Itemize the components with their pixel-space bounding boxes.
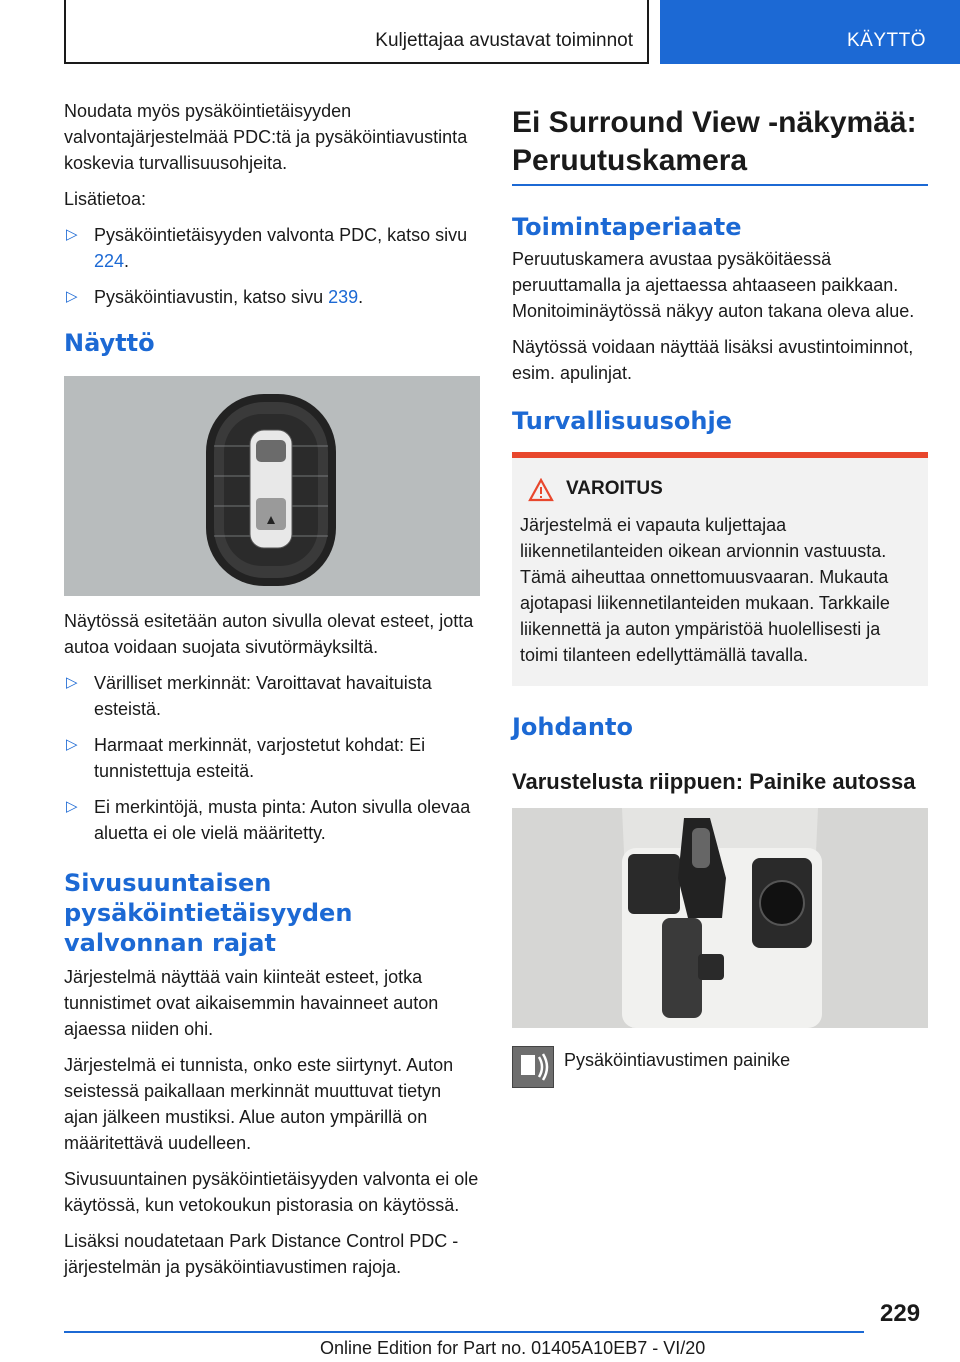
triangle-bullet-icon: ▷	[66, 798, 78, 815]
display-bullet	[64, 732, 480, 784]
limits-heading: Sivusuuntaisen pysäköintietäisyyden valvonnan rajat	[64, 869, 353, 957]
equipment-heading: Varustelusta riippuen: Painike autossa	[512, 769, 916, 794]
section-title: KÄYTTÖ	[846, 30, 926, 51]
safety-heading: Turvallisuusohje	[512, 407, 732, 435]
triangle-bullet-icon: ▷	[66, 736, 78, 753]
display-bullet-text: Ei merkintöjä, musta pinta: Auton sivulla olevaa aluetta ei ole vielä määritetty.	[94, 797, 471, 843]
triangle-bullet-icon: ▷	[66, 226, 78, 243]
display-bullet-text: Värilliset merkinnät: Varoittavat havaituista esteistä.	[94, 673, 432, 719]
warning-header	[520, 478, 920, 500]
center-console-image	[512, 808, 928, 1028]
footer-divider	[64, 1331, 864, 1333]
display-bullet-text: Harmaat merkinnät, varjostetut kohdat: Ei tunnistettuja esteitä.	[94, 735, 426, 781]
display-bullet	[64, 794, 480, 846]
limits-paragraph: Järjestelmä ei tunnista, onko este siirtynyt. Auton seistessä paikallaan merkinnät muuttuvat tietyn ajan jälkeen mustiksi. Alue auton ympärillä on määritettävä uudelleen.	[64, 1055, 454, 1153]
reference-item-parking-assistant	[64, 284, 480, 310]
warning-box	[512, 452, 928, 686]
triangle-bullet-icon: ▷	[66, 288, 78, 305]
principle-heading: Toimintaperiaate	[512, 213, 742, 241]
warning-triangle-icon	[528, 478, 554, 507]
limits-paragraph: Järjestelmä näyttää vain kiinteät esteet, jotka tunnistimet ovat aikaisemmin havainneet auton ajaessa niiden ohi.	[64, 967, 439, 1039]
main-heading: Ei Surround View -näkymää: Peruutuskamera	[512, 104, 928, 186]
left-column	[64, 98, 480, 1290]
reference-item-pdc	[64, 222, 480, 274]
header-chapter-box	[64, 0, 649, 64]
parking-assistant-button-icon	[512, 1046, 554, 1088]
reference-text: Pysäköintietäisyyden valvonta PDC, katso sivu	[94, 225, 468, 245]
principle-paragraph: Näytössä voidaan näyttää lisäksi avustintoiminnot, esim. apulinjat.	[512, 337, 914, 383]
header-section-box	[660, 0, 960, 64]
warning-text: Järjestelmä ei vapauta kuljettajaa liikennetilanteiden oikean arvionnin vastuusta. Tämä aiheuttaa onnettomuusvaaran. Mukauta ajotapasi liikennetilanteiden mukaan. Tarkkaile liikennettä ja auton ympäristöä huolellisesti ja toimi tilanteen edellyttämällä tavalla.	[520, 515, 890, 665]
display-bullet-list	[64, 670, 480, 846]
reference-list	[64, 222, 480, 310]
button-legend	[512, 1046, 928, 1090]
display-heading: Näyttö	[64, 329, 155, 357]
right-column	[512, 104, 928, 1090]
principle-paragraph: Peruutuskamera avustaa pysäköitäessä peruuttamalla ja ajettaessa ahtaaseen paikkaan. Monitoiminäytössä näkyy auton takana oleva alue.	[512, 249, 915, 321]
chapter-title: Kuljettajaa avustavat toiminnot	[375, 30, 633, 51]
limits-paragraph: Sivusuuntainen pysäköintietäisyyden valvonta ei ole käytössä, kun vetokoukun pistorasia on käytössä.	[64, 1169, 479, 1215]
side-pdc-display-image	[64, 376, 480, 596]
reference-suffix: .	[124, 251, 130, 271]
reference-suffix: .	[358, 287, 364, 307]
edition-text: Online Edition for Part no. 01405A10EB7 - VI/20	[320, 1338, 706, 1358]
warning-label: VAROITUS	[566, 478, 663, 499]
more-info-label: Lisätietoa:	[64, 189, 147, 209]
page-number: 229	[880, 1300, 921, 1327]
intro-heading: Johdanto	[512, 713, 633, 741]
button-caption: Pysäköintiavustimen painike	[564, 1050, 791, 1070]
intro-paragraph: Noudata myös pysäköintietäisyyden valvontajärjestelmää PDC:tä ja pysäköintiavustinta koskevia turvallisuusohjeita.	[64, 101, 468, 173]
limits-paragraph: Lisäksi noudatetaan Park Distance Control PDC -järjestelmän ja pysäköintiavustimen rajoja.	[64, 1231, 459, 1277]
display-bullet	[64, 670, 480, 722]
page-link-224[interactable]: 224	[94, 251, 125, 271]
display-description: Näytössä esitetään auton sivulla olevat esteet, jotta autoa voidaan suojata sivutörmäyksiltä.	[64, 611, 474, 657]
page-link-239[interactable]: 239	[328, 287, 359, 307]
reference-text: Pysäköintiavustin, katso sivu	[94, 287, 329, 307]
triangle-bullet-icon: ▷	[66, 674, 78, 691]
